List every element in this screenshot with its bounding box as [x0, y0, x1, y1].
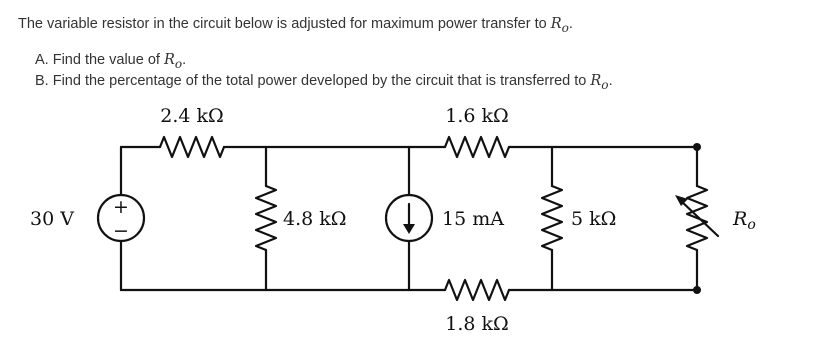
ro-symbol-sub: o: [561, 20, 569, 35]
label-5k: 5 kΩ: [571, 208, 617, 230]
label-ro: [732, 208, 756, 233]
plus-sign: +: [113, 196, 129, 218]
label-1-8k: 1.8 kΩ: [445, 313, 509, 335]
terminal-dot-bottom: [693, 286, 701, 294]
label-ro-sub: o: [747, 217, 756, 233]
ro-symbol-r: R: [163, 52, 175, 68]
part-a-text: A. Find the value of: [35, 52, 160, 68]
period: .: [608, 73, 613, 89]
ro-symbol-r: R: [590, 73, 602, 89]
ro-symbol-sub: o: [174, 56, 183, 71]
resistor-1-8k: [445, 280, 509, 300]
label-4-8k: 4.8 kΩ: [283, 208, 347, 230]
ro-symbol-sub: o: [601, 77, 609, 92]
label-30v: 30 V: [30, 208, 74, 230]
resistor-5k: [542, 186, 562, 250]
variable-arrow-shaft: [680, 200, 718, 236]
current-arrow-head: [403, 224, 415, 234]
label-ro-r: R: [733, 208, 748, 230]
intro-text: The variable resistor in the circuit below is adjusted for maximum power transfer to: [18, 16, 547, 32]
ro-symbol-r: R: [550, 16, 562, 32]
terminal-dot-top: [693, 143, 701, 151]
label-2-4k: 2.4 kΩ: [160, 105, 224, 127]
label-15ma: 15 mA: [442, 208, 504, 230]
resistor-1-6k: [445, 137, 509, 157]
period: .: [182, 52, 187, 68]
resistor-4-8k: [256, 186, 276, 250]
resistor-2-4k: [160, 137, 224, 157]
minus-sign: −: [113, 220, 129, 242]
label-1-6k: 1.6 kΩ: [445, 105, 509, 127]
part-b-text: B. Find the percentage of the total power developed by the circuit that is transferred to: [35, 73, 587, 89]
period: .: [568, 16, 573, 32]
variable-resistor-ro: [687, 186, 707, 250]
